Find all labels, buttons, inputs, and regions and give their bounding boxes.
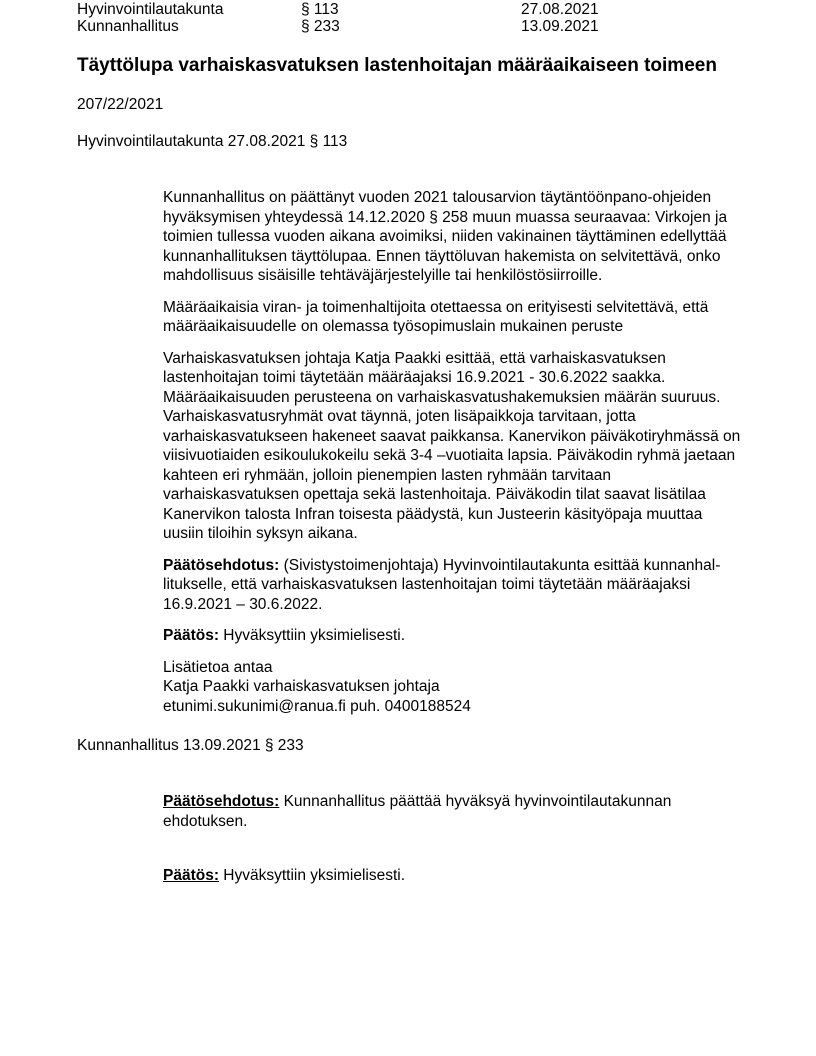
proposal-paragraph	[163, 556, 743, 615]
second-decision-paragraph	[163, 866, 743, 886]
decision-label: Päätös:	[163, 627, 219, 644]
decision-label: Päätös:	[163, 867, 219, 884]
contact-info	[163, 658, 743, 717]
proposal-label: Päätösehdotus:	[163, 793, 280, 810]
contact-intro: Lisätietoa antaa	[163, 658, 273, 676]
paragraph-fixed-term: Määräaikaisia viran- ja toimenhaltijoita otettaessa on erityisesti selvitettävä, että määräaikaisuudelle on olemassa työsopimuslain mukainen peruste	[163, 298, 709, 335]
header-date: 13.09.2021	[521, 18, 599, 35]
contact-email-phone: etunimi.sukunimi@ranua.fi puh. 0400188524	[163, 697, 471, 715]
proposal-text: Kunnanhallitus päättää hyväksyä hyvinvointilautakunnan ehdotuksen.	[163, 793, 672, 830]
header-section: § 113	[301, 1, 339, 18]
proposal-label: Päätösehdotus:	[163, 556, 280, 574]
contact-person: Katja Paakki varhaiskasvatuksen johtaja	[163, 678, 440, 695]
header-row-municipal-board	[77, 17, 637, 36]
header-date: 27.08.2021	[521, 1, 599, 18]
second-meeting-heading: Kunnanhallitus 13.09.2021 § 233	[77, 737, 304, 754]
first-meeting-body	[163, 188, 743, 716]
record-number: 207/22/2021	[77, 96, 164, 113]
header-section: § 233	[301, 18, 340, 35]
second-proposal-paragraph	[163, 792, 703, 831]
paragraph-justification: Varhaiskasvatuksen johtaja Katja Paakki esittää, että varhaiskasvatuksen lastenhoitajan toimi täytetään määräajaksi 16.9.2021 - 30.6.2022 saakka. Määräaikaisuuden perusteena on varhaiskasvatushakemuksien määrän suuruus. Varhaiskasvatusryhmät ovat täynnä, joten lisäpaikkoja tarvitaan, jotta varhaiskasvatukseen hakeneet saavat paikkansa. Kanervikon päiväkotiryhmässä on viisivuotiaiden esikoulukokeilu sekä 3-4 –vuotiaita lapsia. Päiväkodin ryhmä jaetaan kahteen eri ryhmään, jolloin pienempien lasten ryhmään tarvitaan varhaiskasvatuksen opettaja sekä lastenhoitaja. Päiväkodin tilat saavat lisätilaa Kanervikon talosta Infran toisesta päädystä, kun Justeerin käsityöpaja muuttaa uusiin tiloihin syksyn aikana.	[163, 349, 741, 542]
header-body: Kunnanhallitus	[77, 18, 179, 35]
decision-paragraph	[163, 626, 743, 646]
first-meeting-heading: Hyvinvointilautakunta 27.08.2021 § 113	[77, 133, 348, 150]
proposal-text: (Sivistystoimenjohtaja) Hyvinvointilautakunta esittää kunnanhallitukselle, että varhaiskasvatuksen lastenhoitajan toimi täytetään määräajaksi 16.9.2021 – 30.6.2022.	[163, 556, 721, 613]
header-body: Hyvinvointilautakunta	[77, 1, 224, 18]
decision-text: Hyväksyttiin yksimielisesti.	[219, 867, 406, 884]
paragraph-background: Kunnanhallitus on päättänyt vuoden 2021 talousarvion täytäntöönpano-ohjeiden hyväksymisen yhteydessä 14.12.2020 § 258 muun muassa seuraavaa: Virkojen ja toimien tullessa vuoden aikana avoimiksi, niiden vakinainen täyttäminen edellyttää kunnanhallituksen täyttölupaa. Ennen täyttöluvan hakemista on selvitettävä, onko mahdollisuus sisäisille tehtäväjärjestelyille tai henkilöstösiirroille.	[163, 189, 728, 284]
document-title: Täyttölupa varhaiskasvatuksen lastenhoitajan määräaikaiseen toimeen	[77, 55, 717, 76]
decision-text: Hyväksyttiin yksimielisesti.	[219, 627, 406, 644]
